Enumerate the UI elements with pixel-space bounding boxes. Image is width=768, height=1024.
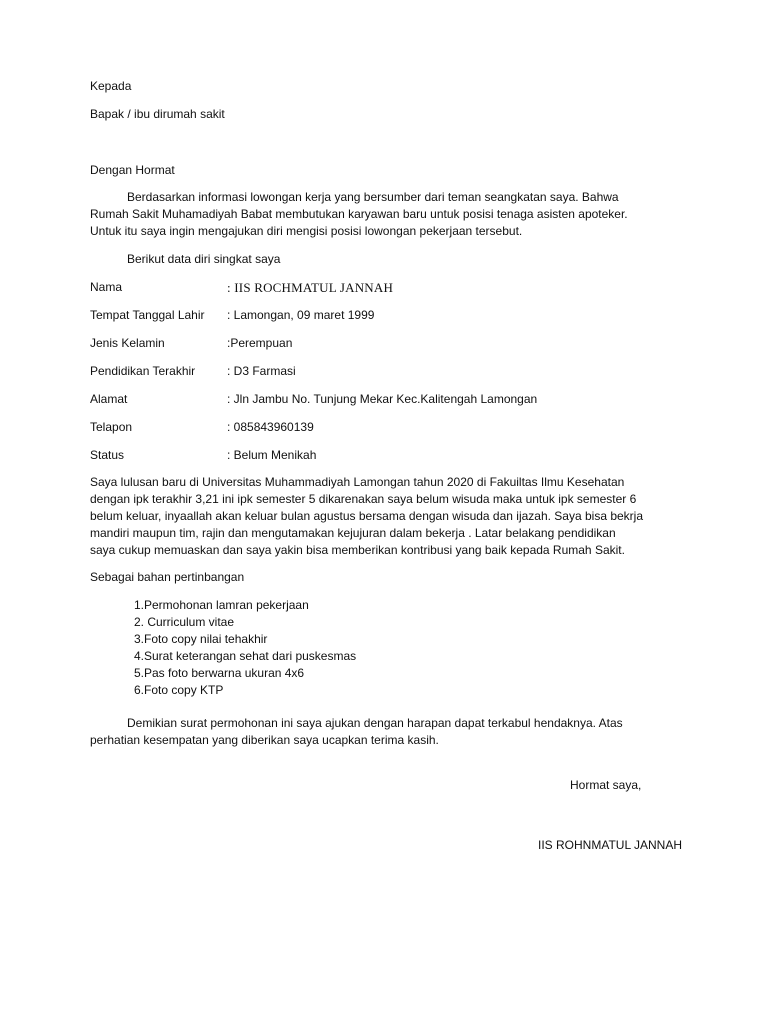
data-value: :Perempuan <box>227 336 293 350</box>
attachment-item: 1.Permohonan lamran pekerjaan <box>134 598 309 612</box>
attachment-list <box>134 597 356 699</box>
body-line: mandiri maupun tim, rajin dan mengutamakan kejujuran dalam bekerja . Latar belakang pendidikan <box>90 526 616 540</box>
body-line: saya cukup memuaskan dan saya yakin bisa memberikan kontribusi yang baik kepada Rumah Sakit. <box>90 543 625 557</box>
data-label: Nama <box>90 280 123 294</box>
attachment-item: 3.Foto copy nilai tehakhir <box>134 632 268 646</box>
body-line: dengan ipk terakhir 3,21 ini ipk semester 5 dikarenakan saya belum wisuda maka untuk ipk semester 6 <box>90 492 637 506</box>
data-value: : Belum Menikah <box>227 448 317 462</box>
data-label: Alamat <box>90 392 128 406</box>
attachment-item: 6.Foto copy KTP <box>134 683 224 697</box>
recipient-line-1: Kepada <box>90 79 132 93</box>
intro-line: Berdasarkan informasi lowongan kerja yang bersumber dari teman seangkatan saya. Bahwa <box>127 190 619 204</box>
data-label: Pendidikan Terakhir <box>90 364 196 378</box>
body-paragraph <box>90 474 680 559</box>
body-line: belum keluar, inyaallah akan keluar bulan agustus bersama dengan wisuda dan ijazah. Saya bisa bekrja <box>90 509 644 523</box>
data-value: : IIS ROCHMATUL JANNAH <box>227 280 394 295</box>
intro-line: Untuk itu saya ingin mengajukan diri mengisi posisi lowongan pekerjaan tersebut. <box>90 224 523 238</box>
attachment-item: 2. Curriculum vitae <box>134 615 235 629</box>
data-label: Status <box>90 448 125 462</box>
data-value: : D3 Farmasi <box>227 364 296 378</box>
data-label: Telapon <box>90 420 133 434</box>
attachment-item: 4.Surat keterangan sehat dari puskesmas <box>134 649 357 663</box>
signature-name: IIS ROHNMATUL JANNAH <box>538 838 683 852</box>
closing-line: Demikian surat permohonan ini saya ajukan dengan harapan dapat terkabul hendaknya. Atas <box>127 716 623 730</box>
closing-line: perhatian kesempatan yang diberikan saya ucapkan terima kasih. <box>90 733 439 747</box>
consideration-heading: Sebagai bahan pertinbangan <box>90 570 245 584</box>
data-value: : Jln Jambu No. Tunjung Mekar Kec.Kalitengah Lamongan <box>227 392 538 406</box>
greeting: Dengan Hormat <box>90 163 175 177</box>
data-value: : 085843960139 <box>227 420 314 434</box>
data-label: Tempat Tanggal Lahir <box>90 308 205 322</box>
attachment-item: 5.Pas foto berwarna ukuran 4x6 <box>134 666 305 680</box>
closing-paragraph <box>90 715 680 749</box>
signoff: Hormat saya, <box>570 778 642 792</box>
body-line: Saya lulusan baru di Universitas Muhammadiyah Lamongan tahun 2020 di Fakuiltas Ilmu Kesehatan <box>90 475 625 489</box>
data-value: : Lamongan, 09 maret 1999 <box>227 308 375 322</box>
data-label: Jenis Kelamin <box>90 336 165 350</box>
recipient-line-2: Bapak / ibu dirumah sakit <box>90 107 225 121</box>
data-intro: Berikut data diri singkat saya <box>127 252 281 266</box>
intro-line: Rumah Sakit Muhamadiyah Babat membutukan karyawan baru untuk posisi tenaga asisten apoteker. <box>90 207 628 221</box>
intro-paragraph <box>90 189 680 240</box>
